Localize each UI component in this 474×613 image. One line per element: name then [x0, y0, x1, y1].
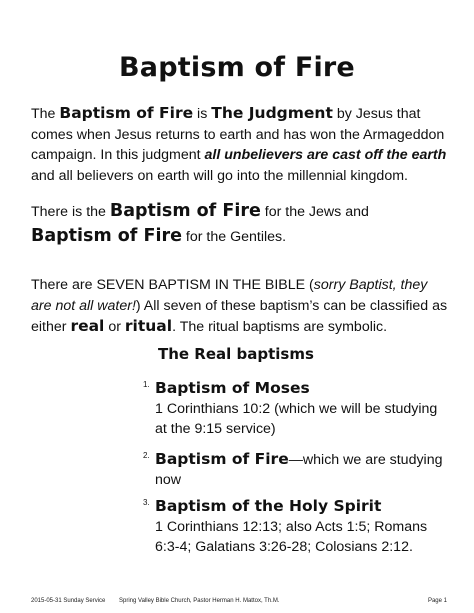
list-item-text: 1 Corinthians 10:2 (which we will be studying at the 9:15 service) [155, 401, 438, 437]
text: . The ritual baptisms are symbolic. [172, 319, 388, 335]
bold-word: real [70, 317, 105, 335]
text: for the Gentiles. [181, 229, 287, 245]
list-item-heading: Baptism of the Holy Spirit [155, 497, 382, 515]
italic-phrase: sorry Baptist, they are not all water! [31, 277, 428, 314]
text: by Jesus that comes when Jesus returns to earth and has won the Armageddon campaign. In this judgment [31, 106, 445, 163]
text: for the Jews and [260, 204, 369, 220]
bold-italic-phrase: all unbelievers are cast off the earth [204, 147, 447, 163]
list-item-heading: Baptism of Fire [155, 450, 289, 468]
paragraph-judgment [31, 103, 451, 186]
bold-phrase: Baptism of Fire [59, 104, 194, 122]
bold-word: ritual [124, 317, 173, 335]
text: There are SEVEN BAPTISM IN THE BIBLE ( [31, 277, 314, 293]
list-number: 3. [143, 498, 150, 507]
bold-phrase: The Judgment [211, 104, 333, 122]
footer-church: Spring Valley Bible Church, Pastor Herman H. Mattox, Th.M. [119, 598, 280, 604]
list-number: 2. [143, 451, 150, 460]
bold-phrase: Baptism of Fire [109, 201, 261, 221]
list-item-body [155, 449, 445, 490]
footer-page-number: Page 1 [427, 598, 447, 604]
list-item-body [155, 496, 445, 557]
text: is [193, 106, 212, 122]
footer-date: 2015-05-31 Sunday Service [31, 598, 106, 604]
list-item-text: 1 Corinthians 12:13; also Acts 1:5; Romans 6:3-4; Galatians 3:26-28; Colosians 2:12. [155, 519, 428, 555]
page-title: Baptism of Fire [119, 52, 355, 83]
list-item-heading: Baptism of Moses [155, 379, 310, 397]
text: The [31, 106, 60, 122]
bold-phrase: Baptism of Fire [31, 226, 182, 246]
text: and all believers on earth will go into the millennial kingdom. [31, 167, 408, 184]
list-number: 1. [143, 380, 150, 389]
list-item-tail: —which we are studying now [155, 452, 443, 488]
text: ) All seven of these baptism’s can be classified as either [31, 297, 448, 335]
section-heading: The Real baptisms [158, 345, 314, 363]
text: or [104, 319, 125, 335]
page-footer [31, 598, 447, 608]
paragraph-jews-gentiles [31, 199, 451, 249]
text: There is the [31, 204, 110, 220]
list-item-body [155, 378, 445, 439]
paragraph-seven-baptisms [31, 275, 451, 338]
